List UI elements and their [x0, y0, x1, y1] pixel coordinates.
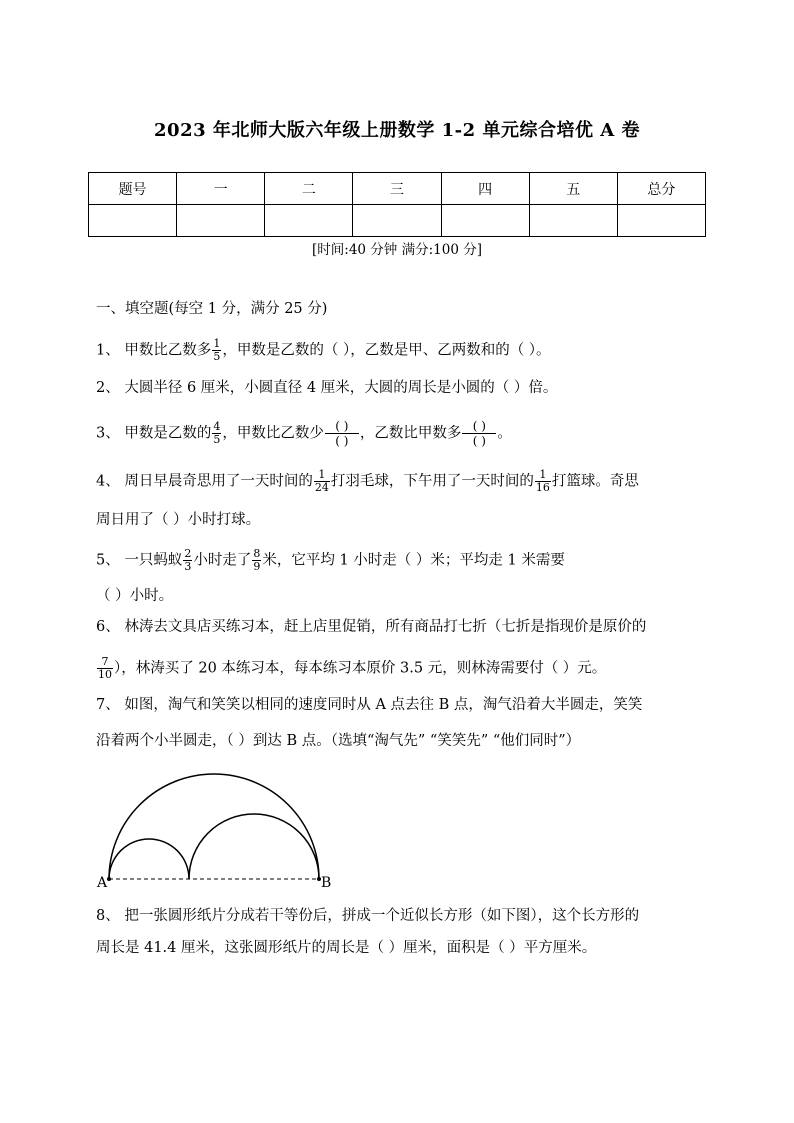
question-8-line-2: 周长是 41.4 厘米，这张圆形纸片的周长是（ ）厘米，面积是（ ）平方厘米。: [96, 940, 597, 956]
q4-text-c: 打篮球。奇思: [551, 473, 639, 490]
q6-fraction: [97, 656, 113, 681]
fraction-numerator: 1: [314, 469, 330, 482]
fraction-denominator: 24: [314, 481, 329, 494]
q5-fraction-2: [252, 548, 261, 573]
question-2: 2、 大圆半径 6 厘米，小圆直径 4 厘米，大圆的周长是小圆的（ ）倍。: [96, 380, 558, 396]
score-cell: [89, 205, 177, 237]
fraction-numerator: 8: [253, 547, 261, 560]
blank-numerator: ( ): [462, 419, 496, 434]
fraction-denominator: 9: [253, 560, 261, 573]
q1-text-b: ，甲数是乙数的（ ），乙数是甲、乙两数和的（ ）。: [222, 342, 551, 359]
question-7-line-1: 7、 如图，淘气和笑笑以相同的速度同时从 A 点去往 B 点，淘气沿着大半圆走，笑笑: [96, 697, 643, 713]
header-cell: 五: [529, 173, 617, 205]
score-cell: [441, 205, 529, 237]
q3-text-a: 3、 甲数是乙数的: [96, 425, 212, 442]
q3-blank-fraction-2: [462, 419, 496, 448]
score-cell: [617, 205, 705, 237]
fraction-denominator: 3: [184, 560, 192, 573]
q5-text-c: 米，它平均 1 小时走（ ）米；平均走 1 米需要: [262, 552, 565, 569]
time-info: [时间:40 分钟 满分:100 分]: [312, 242, 482, 258]
fraction-denominator: 16: [535, 481, 550, 494]
fraction-numerator: 1: [213, 337, 221, 350]
q5-text-b: 小时走了: [193, 552, 252, 569]
header-cell: 题号: [89, 173, 177, 205]
header-cell: 总分: [617, 173, 705, 205]
fraction-denominator: 5: [213, 433, 221, 446]
q4-text-b: 打羽毛球，下午用了一天时间的: [330, 473, 534, 490]
question-6-line-2: [96, 656, 606, 681]
semicircle-figure: [94, 765, 344, 890]
question-6-line-1: 6、 林涛去文具店买练习本，赶上店里促销，所有商品打七折（七折是指现价是原价的: [96, 619, 647, 635]
question-4-line-2: 周日用了（ ）小时打球。: [96, 512, 261, 528]
question-7-line-2: 沿着两个小半圆走，（ ）到达 B 点。（选填“淘气先” “笑笑先” “他们同时”）: [96, 733, 581, 749]
score-table: [88, 172, 706, 237]
page-title: 2023 年北师大版六年级上册数学 1-2 单元综合培优 A 卷: [154, 120, 640, 141]
q3-text-d: 。: [497, 425, 512, 442]
q4-text-a: 4、 周日早晨奇思用了一天时间的: [96, 473, 313, 490]
q5-fraction-1: [183, 548, 192, 573]
question-5-line-2: （ ）小时。: [96, 588, 174, 604]
q6-text-b: ），林涛买了 20 本练习本，每本练习本原价 3.5 元，则林涛需要付（ ）元。: [114, 660, 607, 677]
small-semicircle-1: [109, 839, 189, 879]
score-cell: [529, 205, 617, 237]
score-table-header-row: [89, 173, 706, 205]
blank-numerator: ( ): [325, 419, 359, 434]
question-3: [96, 419, 512, 448]
large-semicircle: [109, 774, 319, 879]
blank-denominator: ( ): [472, 434, 486, 448]
header-cell: 四: [441, 173, 529, 205]
fraction-numerator: 4: [213, 420, 221, 433]
q5-text-a: 5、 一只蚂蚁: [96, 552, 183, 569]
fraction-denominator: 10: [98, 668, 112, 681]
section-heading: 一、填空题(每空 1 分，满分 25 分): [96, 301, 328, 317]
score-cell: [353, 205, 441, 237]
small-semicircle-2: [189, 814, 319, 879]
header-cell: 三: [353, 173, 441, 205]
fraction-numerator: 7: [97, 656, 113, 669]
q3-blank-fraction-1: [325, 419, 359, 448]
q3-text-b: ，甲数比乙数少: [222, 425, 324, 442]
question-4-line-1: [96, 469, 639, 494]
question-8-line-1: 8、 把一张圆形纸片分成若干等份后，拼成一个近似长方形（如下图），这个长方形的: [96, 908, 640, 924]
q1-fraction: [212, 338, 221, 363]
fraction-numerator: 2: [184, 547, 192, 560]
point-a: [107, 877, 111, 881]
label-b: B: [321, 875, 332, 890]
blank-denominator: ( ): [335, 434, 349, 448]
header-cell: 二: [265, 173, 353, 205]
q4-fraction-2: [535, 469, 551, 494]
question-1: [96, 338, 551, 363]
q3-fraction: [212, 421, 221, 446]
q4-fraction-1: [314, 469, 330, 494]
header-cell: 一: [177, 173, 265, 205]
q1-text-a: 1、 甲数比乙数多: [96, 342, 212, 359]
fraction-numerator: 1: [535, 469, 551, 482]
score-table-blank-row: [89, 205, 706, 237]
fraction-denominator: 5: [213, 350, 221, 363]
score-cell: [177, 205, 265, 237]
q3-text-c: ，乙数比甲数多: [359, 425, 462, 442]
label-a: A: [97, 875, 108, 890]
score-cell: [265, 205, 353, 237]
question-5-line-1: [96, 548, 565, 573]
